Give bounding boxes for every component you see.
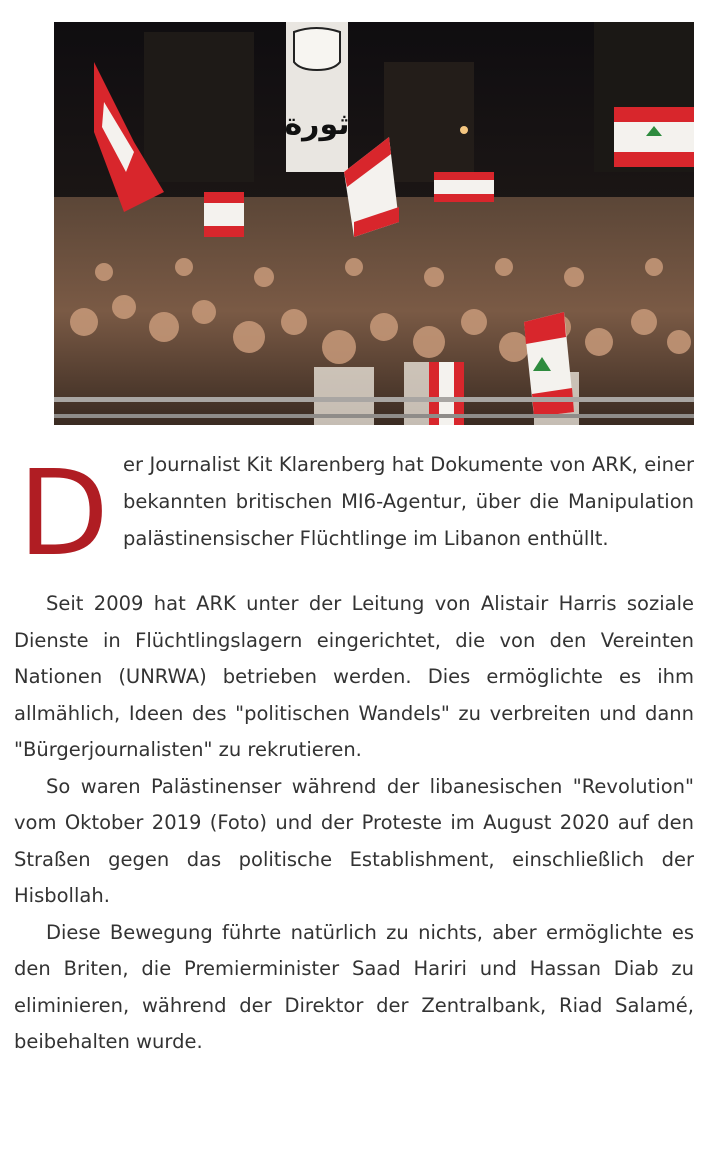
building <box>144 32 254 182</box>
fist-banner <box>284 22 349 172</box>
lebanese-flag <box>204 192 244 237</box>
lebanese-flag <box>434 172 494 202</box>
lebanese-flag <box>614 107 694 167</box>
paragraph: Diese Bewegung führte natürlich zu nichts, aber ermöglichte es den Briten, die Premierminister Saad Hariri und Hassan Diab zu eliminieren, während der Direktor der Zentralbank, Riad Salamé, beibehalten wurde. <box>14 920 694 1053</box>
building <box>384 62 474 182</box>
street-light <box>460 126 468 134</box>
revolution-sign-text: ثورة <box>284 107 350 142</box>
lead-text: er Journalist Kit Klarenberg hat Dokumente von ARK, einer bekannten britischen MI6-Agentur, über die Manipulation palästinensischer Flüchtlinge im Libanon enthüllt. <box>123 453 694 550</box>
paragraph: So waren Palästinenser während der libanesischen "Revolution" vom Oktober 2019 (Foto) und der Proteste im August 2020 auf den Straßen gegen das politische Establishment, einschließlich der Hisbollah. <box>14 774 694 907</box>
protest-photo-illustration <box>54 22 694 425</box>
barrier-rail <box>54 414 694 418</box>
barrier-rail <box>54 397 694 402</box>
article-body <box>14 446 694 1061</box>
dropcap: D <box>18 444 109 582</box>
protest-photo <box>54 22 694 425</box>
lead-paragraph <box>14 446 694 586</box>
paragraph: Seit 2009 hat ARK unter der Leitung von Alistair Harris soziale Dienste in Flüchtlingslagern eingerichtet, die von den Vereinten Nationen (UNRWA) betrieben werden. Dies ermöglichte es ihm allmählich, Ideen des "politischen Wandels" zu verbreiten und dann "Bürgerjournalisten" zu rekrutieren. <box>14 592 694 761</box>
